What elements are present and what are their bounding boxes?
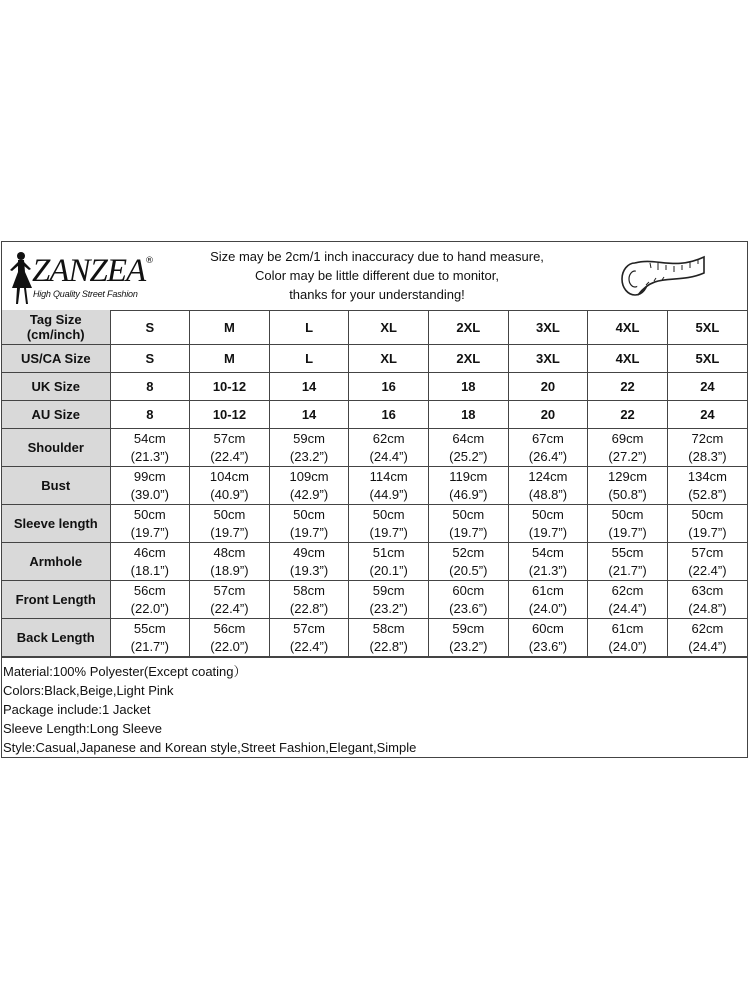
row-label: UK Size [2,373,110,401]
measurement-inch: (19.7”) [289,524,329,540]
measurement-cell [588,581,668,619]
measurement-cell [588,467,668,505]
measurement-cm: 69cm [611,430,644,446]
measurement-cell [190,505,270,543]
measurement-cell [667,429,747,467]
measurement-inch: (50.8”) [608,486,647,502]
size-cell: 5XL [667,310,747,345]
measurement-cm: 109cm [289,468,329,484]
measurement-cell [269,581,349,619]
measurement-inch: (22.8”) [369,638,408,654]
measurement-inch: (46.9”) [449,486,488,502]
size-cell: 5XL [667,345,747,373]
measurement-cm: 104cm [209,468,249,484]
measurement-inch: (19.7”) [528,524,568,540]
size-cell: XL [349,310,429,345]
size-cell: 22 [588,373,668,401]
measurement-cell [190,467,270,505]
measurement-cm: 50cm [133,506,166,522]
measurement-cm: 59cm [293,430,325,446]
size-cell: M [190,345,270,373]
measurement-cm: 50cm [691,506,724,522]
measurement-inch: (24.0”) [608,638,647,654]
measurement-inch: (44.9”) [369,486,408,502]
size-cell: S [110,345,190,373]
measurement-cell [667,467,747,505]
measurement-cell [429,429,509,467]
measurement-cm: 50cm [611,506,644,522]
measurement-inch: (40.9”) [210,486,249,502]
measurement-inch: (19.7”) [130,524,169,540]
row-label: Front Length [2,581,110,619]
measurement-inch: (19.7”) [210,524,249,540]
notice-line: Color may be little different due to monitor, [255,268,499,283]
size-chart [1,241,748,758]
measurement-cm: 58cm [372,620,405,636]
measurement-cell [588,619,668,657]
measurement-cm: 55cm [611,544,644,560]
measurement-row [2,467,747,505]
measurement-cell [349,581,429,619]
measurement-cm: 62cm [691,620,724,636]
row-label: Back Length [2,619,110,657]
chart-header [2,242,747,311]
size-cell: 24 [667,401,747,429]
row-label: US/CA Size [2,345,110,373]
measurement-cm: 63cm [691,582,724,598]
measurement-cell [190,543,270,581]
detail-line: Colors:Black,Beige,Light Pink [3,683,174,698]
measurement-inch: (42.9”) [289,486,329,502]
row-label: Armhole [2,543,110,581]
measurement-cm: 67cm [532,430,564,446]
size-cell: M [190,310,270,345]
size-cell: S [110,310,190,345]
measurement-cell [349,467,429,505]
measurement-cell [429,543,509,581]
measurement-row [2,429,747,467]
measurement-cm: 56cm [133,582,166,598]
measurement-inch: (22.4”) [688,562,727,578]
measurement-inch: (52.8”) [688,486,727,502]
measurement-cell [349,619,429,657]
measurement-cm: 46cm [133,544,166,560]
detail-line: Package include:1 Jacket [3,702,151,717]
measurement-cell [110,581,190,619]
measurement-inch: (23.2”) [289,448,329,464]
measurement-cell [667,619,747,657]
row-label: AU Size [2,401,110,429]
measurement-inch: (22.4”) [289,638,329,654]
measurement-cm: 99cm [133,468,166,484]
brand-tagline: High Quality Street Fashion [33,289,138,299]
size-cell: 20 [508,373,588,401]
measurement-inch: (22.0”) [210,638,249,654]
measurement-cell [110,505,190,543]
measurement-cm: 60cm [452,582,485,598]
size-cell: 2XL [429,345,509,373]
measurement-cell [110,467,190,505]
measurement-cell [190,619,270,657]
size-cell: 14 [269,373,349,401]
product-details [2,657,747,757]
size-cell: 24 [667,373,747,401]
measurement-inch: (23.6”) [528,638,568,654]
measurement-inch: (27.2”) [608,448,647,464]
measurement-cell [508,429,588,467]
measurement-cm: 57cm [293,620,325,636]
measurement-cm: 54cm [133,430,166,446]
uk-size-row [2,373,747,401]
size-cell: L [269,345,349,373]
measurement-cm: 60cm [532,620,564,636]
size-cell: 3XL [508,310,588,345]
measurement-cm: 134cm [687,468,727,484]
size-cell: 10-12 [190,401,270,429]
measurement-cm: 51cm [372,544,405,560]
measurement-notice [162,247,592,304]
measurement-row [2,543,747,581]
measurement-cell [588,505,668,543]
measurement-cell [429,467,509,505]
measurement-cm: 129cm [608,468,648,484]
measurement-cell [508,619,588,657]
measurement-inch: (24.4”) [608,600,647,616]
size-table [2,310,747,657]
measurement-inch: (22.4”) [210,600,249,616]
measurement-cell [588,429,668,467]
measurement-cm: 50cm [213,506,246,522]
measurement-cm: 50cm [293,506,325,522]
measurement-cm: 57cm [213,582,246,598]
measurement-inch: (19.7”) [688,524,727,540]
measurement-cm: 114cm [369,468,408,484]
size-cell: 22 [588,401,668,429]
measurement-cell [429,581,509,619]
measurement-cm: 119cm [449,468,488,484]
measuring-tape-icon [616,251,706,303]
measurement-cell [269,467,349,505]
measurement-cm: 52cm [452,544,485,560]
measurement-cell [508,505,588,543]
measurement-inch: (19.7”) [449,524,488,540]
detail-line: Material:100% Polyester(Except coating） [3,664,247,679]
measurement-inch: (25.2”) [449,448,488,464]
size-cell: 4XL [588,310,668,345]
measurement-cm: 50cm [532,506,564,522]
measurement-cm: 48cm [213,544,246,560]
size-cell: 2XL [429,310,509,345]
measurement-cell [429,505,509,543]
measurement-cell [190,581,270,619]
size-cell: 8 [110,373,190,401]
notice-line: thanks for your understanding! [289,287,465,302]
measurement-cm: 56cm [213,620,246,636]
measurement-inch: (22.4”) [210,448,249,464]
measurement-cm: 61cm [532,582,564,598]
measurement-cell [508,581,588,619]
measurement-inch: (24.4”) [688,638,727,654]
measurement-inch: (19.3”) [289,562,329,578]
measurement-inch: (24.0”) [528,600,568,616]
size-cell: 10-12 [190,373,270,401]
size-cell: 18 [429,373,509,401]
measurement-cell [269,619,349,657]
measurement-inch: (23.2”) [449,638,488,654]
measurement-cm: 72cm [691,430,724,446]
measurement-inch: (19.7”) [369,524,408,540]
row-label: Tag Size (cm/inch) [2,310,110,345]
measurement-inch: (39.0”) [130,486,169,502]
measurement-inch: (18.9”) [210,562,249,578]
measurement-cell [667,543,747,581]
measurement-cell [349,505,429,543]
measurement-row [2,581,747,619]
measurement-inch: (23.6”) [449,600,488,616]
size-cell: 4XL [588,345,668,373]
measurement-cell [269,543,349,581]
size-cell: 20 [508,401,588,429]
brand-name: ZANZEA [32,253,146,289]
detail-line: Style:Casual,Japanese and Korean style,Street Fashion,Elegant,Simple [3,740,417,755]
measurement-cm: 59cm [372,582,405,598]
measurement-cm: 54cm [532,544,564,560]
measurement-cm: 57cm [213,430,246,446]
measurement-inch: (48.8”) [528,486,568,502]
measurement-cell [349,429,429,467]
measurement-inch: (21.7”) [130,638,169,654]
measurement-cm: 62cm [372,430,405,446]
size-cell: 18 [429,401,509,429]
measurement-cell [508,467,588,505]
row-label: Shoulder [2,429,110,467]
measurement-cm: 64cm [452,430,485,446]
us-ca-size-row [2,345,747,373]
measurement-inch: (22.0”) [130,600,169,616]
measurement-cm: 49cm [293,544,325,560]
measurement-cell [190,429,270,467]
measurement-cell [667,581,747,619]
measurement-cm: 58cm [293,582,325,598]
size-cell: 3XL [508,345,588,373]
measurement-cm: 61cm [611,620,644,636]
measurement-cm: 50cm [372,506,405,522]
measurement-cm: 57cm [691,544,724,560]
row-label: Bust [2,467,110,505]
measurement-row [2,619,747,657]
tag-size-row [2,310,747,345]
detail-line: Sleeve Length:Long Sleeve [3,721,163,736]
measurement-cell [269,505,349,543]
measurement-cell [110,543,190,581]
woman-silhouette-icon [6,250,34,306]
measurement-inch: (21.7”) [608,562,647,578]
row-label: Sleeve length [2,505,110,543]
measurement-inch: (28.3”) [688,448,727,464]
registered-mark: ® [145,256,154,266]
size-cell: 8 [110,401,190,429]
measurement-cell [349,543,429,581]
measurement-cm: 62cm [611,582,644,598]
measurement-inch: (18.1”) [130,562,169,578]
measurement-cell [667,505,747,543]
measurement-cm: 55cm [133,620,166,636]
measurement-cell [508,543,588,581]
measurement-cell [269,429,349,467]
measurement-inch: (20.5”) [449,562,488,578]
measurement-cm: 50cm [452,506,485,522]
size-cell: 16 [349,401,429,429]
measurement-cm: 59cm [452,620,485,636]
measurement-inch: (23.2”) [369,600,408,616]
measurement-inch: (21.3”) [130,448,169,464]
measurement-cell [110,429,190,467]
measurement-row [2,505,747,543]
measurement-inch: (26.4”) [528,448,568,464]
measurement-inch: (21.3”) [528,562,568,578]
measurement-inch: (22.8”) [289,600,329,616]
measurement-cell [110,619,190,657]
brand-logo [6,248,156,306]
measurement-inch: (20.1”) [369,562,408,578]
notice-line: Size may be 2cm/1 inch inaccuracy due to hand measure, [210,249,544,264]
measurement-cell [588,543,668,581]
measurement-cm: 124cm [528,468,568,484]
size-cell: 16 [349,373,429,401]
measurement-inch: (24.4”) [369,448,408,464]
measurement-cell [429,619,509,657]
measurement-inch: (24.8”) [688,600,727,616]
au-size-row [2,401,747,429]
measurement-inch: (19.7”) [608,524,647,540]
size-cell: 14 [269,401,349,429]
size-cell: L [269,310,349,345]
size-cell: XL [349,345,429,373]
